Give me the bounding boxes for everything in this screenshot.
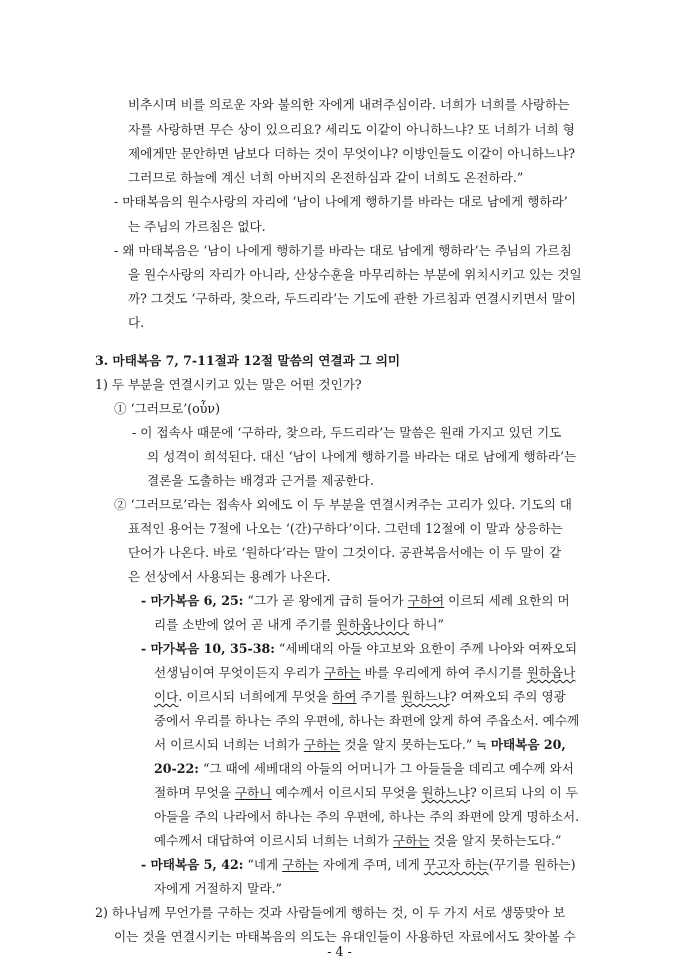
item-1-detail-1: - 이 접속사 때문에 ‘구하라, 찾으라, 두드리라’는 말씀은 원래 가지고 있던 기도 bbox=[132, 425, 562, 440]
bullet-1-line-1: - 마태복음의 원수사랑의 자리에 ‘남이 나에게 행하기를 바라는 대로 남에게 행하라’ bbox=[114, 194, 568, 209]
matthew-20-line-1: 20-22: “그 때에 세베대의 아들의 어머니가 그 아들들을 데리고 예수께 와서 bbox=[154, 761, 574, 776]
mark-10-line-4: 중에서 우리를 하나는 주의 우편에, 하나는 좌편에 앉게 하여 주옵소서. 예수께 bbox=[154, 713, 580, 728]
quote-line-2: 자를 사랑하면 무슨 상이 있으리요? 세리도 이같이 아니하느냐? 또 너희가 너희 형 bbox=[128, 122, 575, 137]
wavy-underlined-word: 꾸고자 하는 bbox=[423, 857, 489, 872]
item-1-detail-2: 의 성격이 희석된다. 대신 ‘남이 나에게 행하기를 바라는 대로 남에게 행하라’는 bbox=[147, 449, 577, 464]
underlined-word: 하여 bbox=[332, 689, 357, 704]
wavy-underlined-word: 원하옵나 bbox=[526, 665, 576, 680]
item-1-detail-3: 결론을 도출하는 배경과 근거를 제공한다. bbox=[147, 473, 374, 488]
underlined-word: 구하는 bbox=[324, 665, 361, 680]
bullet-1-line-2: 는 주님의 가르침은 없다. bbox=[128, 219, 266, 234]
mark-10-line-2: 선생님이여 무엇이든지 우리가 구하는 바를 우리에게 하여 주시기를 원하옵나 bbox=[154, 665, 576, 680]
quote-line-3: 제에게만 문안하면 남보다 더하는 것이 무엇이냐? 이방인들도 이같이 아니하느냐? bbox=[128, 146, 575, 161]
wavy-underlined-word: 원하옵나이다 bbox=[336, 617, 410, 632]
mark-10-line-5: 서 이르시되 너희는 너희가 구하는 것을 알지 못하는도다.” ≒ 마태복음 20, bbox=[154, 737, 566, 752]
underlined-word: 구하는 bbox=[282, 857, 319, 872]
matthew-20-line-4: 예수께서 대답하여 이르시되 너희는 너희가 구하는 것을 알지 못하는도다.” bbox=[154, 833, 562, 848]
underlined-word: 구하는 bbox=[393, 833, 430, 848]
question-2-line-2: 이는 것을 연결시키는 마태복음의 의도는 유대인들이 사용하던 자료에서도 찾아볼 수 bbox=[114, 929, 576, 944]
item-2-line-1: ② ‘그러므로’라는 접속사 외에도 이 두 부분을 연결시켜주는 고리가 있다. 기도의 대 bbox=[114, 497, 572, 512]
bullet-2-line-3: 까? 그것도 ‘구하라, 찾으라, 두드리라’는 기도에 관한 가르침과 연결시키면서 말이 bbox=[128, 291, 577, 306]
matthew-5-line-2: 자에게 거절하지 말라.” bbox=[154, 881, 282, 896]
mark-6-line-2: 리를 소반에 얹어 곧 내게 주기를 원하옵나이다 하니” bbox=[154, 617, 444, 632]
wavy-underlined-word: 원하느냐 bbox=[421, 785, 471, 800]
mark-10-ref: - 마가복음 10, 35-38: bbox=[141, 641, 275, 656]
quote-line-4: 그러므로 하늘에 계신 너희 아버지의 온전하심과 같이 너희도 온전하라.” bbox=[128, 170, 524, 185]
mark-10-line-3: 이다. 이르시되 너희에게 무엇을 하여 주기를 원하느냐? 여짜오되 주의 영광 bbox=[154, 689, 566, 704]
underlined-word: 구하는 bbox=[303, 737, 341, 752]
matthew-20-line-2: 절하며 무엇을 구하니 예수께서 이르시되 무엇을 원하느냐? 이르되 나의 이 두 bbox=[154, 785, 578, 800]
page-number: - 4 - bbox=[327, 944, 352, 959]
mark-10-line-1: - 마가복음 10, 35-38: “세베대의 아들 야고보와 요한이 주께 나아와 여짜오되 bbox=[141, 641, 577, 656]
matthew-5-ref: - 마태복음 5, 42: bbox=[141, 857, 244, 872]
underlined-word: 구하여 bbox=[407, 593, 445, 608]
item-1-title: ① ‘그러므로’(οὖν) bbox=[114, 401, 220, 416]
question-2-line-1: 2) 하나님께 무언가를 구하는 것과 사람들에게 행하는 것, 이 두 가지 서로 생뚱맞아 보 bbox=[95, 905, 566, 920]
underlined-word: 구하니 bbox=[235, 785, 272, 800]
mark-6-ref: - 마가복음 6, 25: bbox=[141, 593, 244, 608]
item-2-line-2: 표적인 용어는 7절에 나오는 ‘(간)구하다’이다. 그런데 12절에 이 말과 상응하는 bbox=[128, 521, 563, 536]
item-2-line-4: 은 선상에서 사용되는 용례가 나온다. bbox=[128, 569, 331, 584]
wavy-underlined-word: 원하느냐 bbox=[401, 689, 450, 704]
matthew-20-ref-2: 20-22: bbox=[154, 761, 199, 776]
quote-line-1: 비추시며 비를 의로운 자와 불의한 자에게 내려주심이라. 너희가 너희를 사랑하는 bbox=[128, 97, 570, 112]
section-heading: 3. 마태복음 7, 7-11절과 12절 말씀의 연결과 그 의미 bbox=[95, 353, 401, 368]
matthew-20-ref: 마태복음 20, bbox=[490, 737, 566, 752]
bullet-2-line-2: 을 원수사랑의 자리가 아니라, 산상수훈을 마무리하는 부분에 위치시키고 있는 것일 bbox=[128, 267, 582, 282]
bullet-2-line-1: - 왜 마태복음은 ‘남이 나에게 행하기를 바라는 대로 남에게 행하라’는 주님의 가르침 bbox=[114, 243, 572, 258]
mark-6-line-1: - 마가복음 6, 25: “그가 곧 왕에게 급히 들어가 구하여 이르되 세례 요한의 머 bbox=[141, 593, 570, 608]
wavy-underlined-word: 이다 bbox=[154, 689, 179, 704]
item-2-line-3: 단어가 나온다. 바로 ‘원하다’라는 말이 그것이다. 공관복음서에는 이 두 말이 같 bbox=[128, 545, 562, 560]
matthew-20-line-3: 아들을 주의 나라에서 하나는 주의 우편에, 하나는 주의 좌편에 앉게 명하소서. bbox=[154, 809, 580, 824]
question-1: 1) 두 부분을 연결시키고 있는 말은 어떤 것인가? bbox=[95, 377, 362, 392]
matthew-5-line-1: - 마태복음 5, 42: “네게 구하는 자에게 주며, 네게 꾸고자 하는(꾸기를 원하는) bbox=[141, 857, 576, 872]
bullet-2-line-4: 다. bbox=[128, 315, 145, 330]
